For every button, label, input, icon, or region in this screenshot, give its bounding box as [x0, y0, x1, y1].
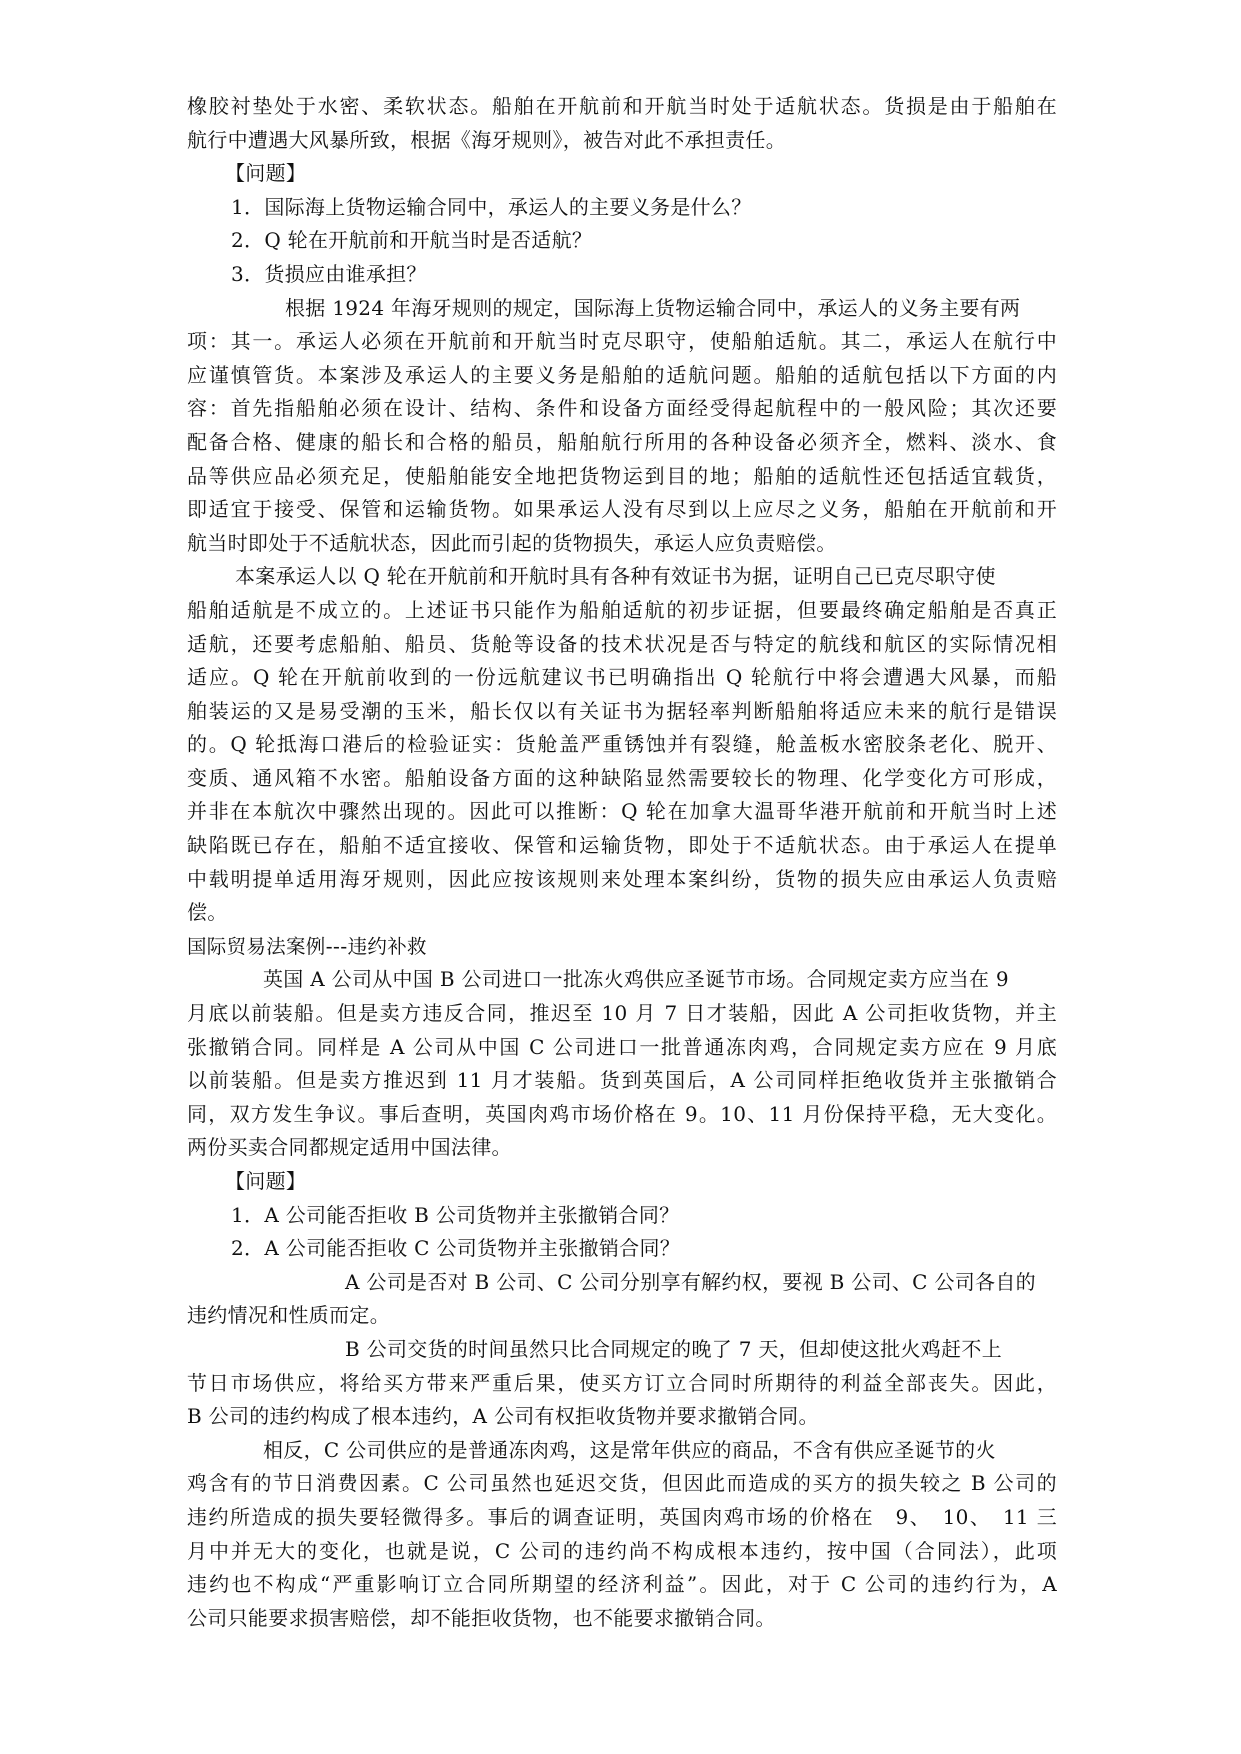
text-line: 偿。 — [187, 900, 228, 925]
text-line: 违约也不构成“严重影响订立合同所期望的经济利益”。因此，对于 C 公司的违约行为，A — [187, 1572, 1057, 1597]
question-item: 3．货损应由谁承担？ — [231, 261, 427, 286]
text-line: 违约情况和性质而定。 — [187, 1303, 390, 1328]
document-page — [187, 90, 1057, 1635]
text-line: 节日市场供应，将给买方带来严重后果，使买方订立合同时所期待的利益全部丧失。因此， — [187, 1370, 1057, 1395]
text-line: B 公司交货的时间虽然只比合同规定的晚了 7 天，但却使这批火鸡赶不上 — [345, 1336, 1002, 1361]
text-line: A 公司是否对 B 公司、C 公司分别享有解约权，要视 B 公司、C 公司各自的 — [345, 1269, 1036, 1294]
questions-heading: 【问题】 — [225, 161, 307, 186]
text-line: 适应。Q 轮在开航前收到的一份远航建议书已明确指出 Q 轮航行中将会遭遇大风暴，而船 — [187, 665, 1057, 690]
questions-heading: 【问题】 — [225, 1169, 307, 1193]
text-line: 同，双方发生争议。事后查明，英国肉鸡市场价格在 9。10、11 月份保持平稳，无大变化。 — [187, 1101, 1057, 1126]
text-line: 月底以前装船。但是卖方违反合同，推迟至 10 月 7 日才装船，因此 A 公司拒收货物，并主 — [187, 1001, 1057, 1026]
text-line: 品等供应品必须充足，使船舶能安全地把货物运到目的地；船舶的适航性还包括适宜载货， — [187, 463, 1057, 488]
text-line: 适航，还要考虑船舶、船员、货舱等设备的技术状况是否与特定的航线和航区的实际情况相 — [187, 631, 1057, 656]
text-line: 鸡含有的节日消费因素。C 公司虽然也延迟交货，但因此而造成的买方的损失较之 B 公司的 — [187, 1471, 1057, 1496]
text-line: 舶装运的又是易受潮的玉米，船长仅以有关证书为据轻率判断船舶将适应未来的航行是错误 — [187, 698, 1057, 723]
text-line: 即适宜于接受、保管和运输货物。如果承运人没有尽到以上应尽之义务，船舶在开航前和开 — [187, 497, 1057, 522]
text-line: 橡胶衬垫处于水密、柔软状态。船舶在开航前和开航当时处于适航状态。货损是由于船舶在 — [187, 94, 1057, 118]
case-title: 国际贸易法案例---违约补救 — [187, 934, 427, 958]
text-line: 应谨慎管货。本案涉及承运人的主要义务是船舶的适航问题。船舶的适航包括以下方面的内 — [187, 362, 1057, 387]
question-item: 2．Q 轮在开航前和开航当时是否适航？ — [231, 228, 593, 253]
question-item: 1．A 公司能否拒收 B 公司货物并主张撤销合同？ — [231, 1202, 680, 1227]
text-line: 变质、通风箱不水密。船舶设备方面的这种缺陷显然需要较长的物理、化学变化方可形成， — [187, 765, 1057, 790]
question-item: 2．A 公司能否拒收 C 公司货物并主张撤销合同？ — [231, 1236, 681, 1261]
text-line: 配备合格、健康的船长和合格的船员，船舶航行所用的各种设备必须齐全，燃料、淡水、食 — [187, 429, 1057, 454]
text-line: 相反，C 公司供应的是普通冻肉鸡，这是常年供应的商品，不含有供应圣诞节的火 — [263, 1437, 996, 1462]
text-line: 两份买卖合同都规定适用中国法律。 — [187, 1135, 512, 1160]
text-line: 的。Q 轮抵海口港后的检验证实：货舱盖严重锈蚀并有裂缝，舱盖板水密胶条老化、脱开、 — [187, 732, 1057, 757]
text-line: 英国 A 公司从中国 B 公司进口一批冻火鸡供应圣诞节市场。合同规定卖方应当在 9 — [263, 967, 1009, 992]
text-line: 月中并无大的变化，也就是说，C 公司的违约尚不构成根本违约，按中国（合同法），此项 — [187, 1538, 1057, 1563]
text-line: 以前装船。但是卖方推迟到 11 月才装船。货到英国后，A 公司同样拒绝收货并主张撤销合 — [187, 1068, 1057, 1093]
text-line: 项：其一。承运人必须在开航前和开航当时克尽职守，使船舶适航。其二，承运人在航行中 — [187, 329, 1057, 354]
text-line: 航当时即处于不适航状态，因此而引起的货物损失，承运人应负责赔偿。 — [187, 530, 837, 555]
text-line: 容：首先指船舶必须在设计、结构、条件和设备方面经受得起航程中的一般风险；其次还要 — [187, 396, 1057, 421]
text-line: 并非在本航次中骤然出现的。因此可以推断：Q 轮在加拿大温哥华港开航前和开航当时上述 — [187, 799, 1057, 824]
text-line: 缺陷既已存在，船舶不适宜接收、保管和运输货物，即处于不适航状态。由于承运人在提单 — [187, 833, 1057, 858]
text-line: 公司只能要求损害赔偿，却不能拒收货物，也不能要求撤销合同。 — [187, 1605, 776, 1630]
text-line: B 公司的违约构成了根本违约，A 公司有权拒收货物并要求撤销合同。 — [187, 1404, 819, 1429]
text-line: 根据 1924 年海牙规则的规定，国际海上货物运输合同中，承运人的义务主要有两 — [285, 295, 1021, 320]
text-line: 本案承运人以 Q 轮在开航前和开航时具有各种有效证书为据，证明自己已克尽职守使 — [235, 564, 996, 589]
question-item: 1．国际海上货物运输合同中，承运人的主要义务是什么？ — [231, 194, 752, 219]
text-line: 张撤销合同。同样是 A 公司从中国 C 公司进口一批普通冻肉鸡，合同规定卖方应在 9 月底 — [187, 1034, 1057, 1059]
text-line: 违约所造成的损失要轻微得多。事后的调查证明，英国肉鸡市场的价格在 9、 10、 11 三 — [187, 1504, 1057, 1529]
text-line: 船舶适航是不成立的。上述证书只能作为船舶适航的初步证据，但要最终确定船舶是否真正 — [187, 597, 1057, 622]
text-line: 中载明提单适用海牙规则，因此应按该规则来处理本案纠纷，货物的损失应由承运人负责赔 — [187, 866, 1057, 891]
text-line: 航行中遭遇大风暴所致，根据《海牙规则》，被告对此不承担责任。 — [187, 127, 786, 152]
